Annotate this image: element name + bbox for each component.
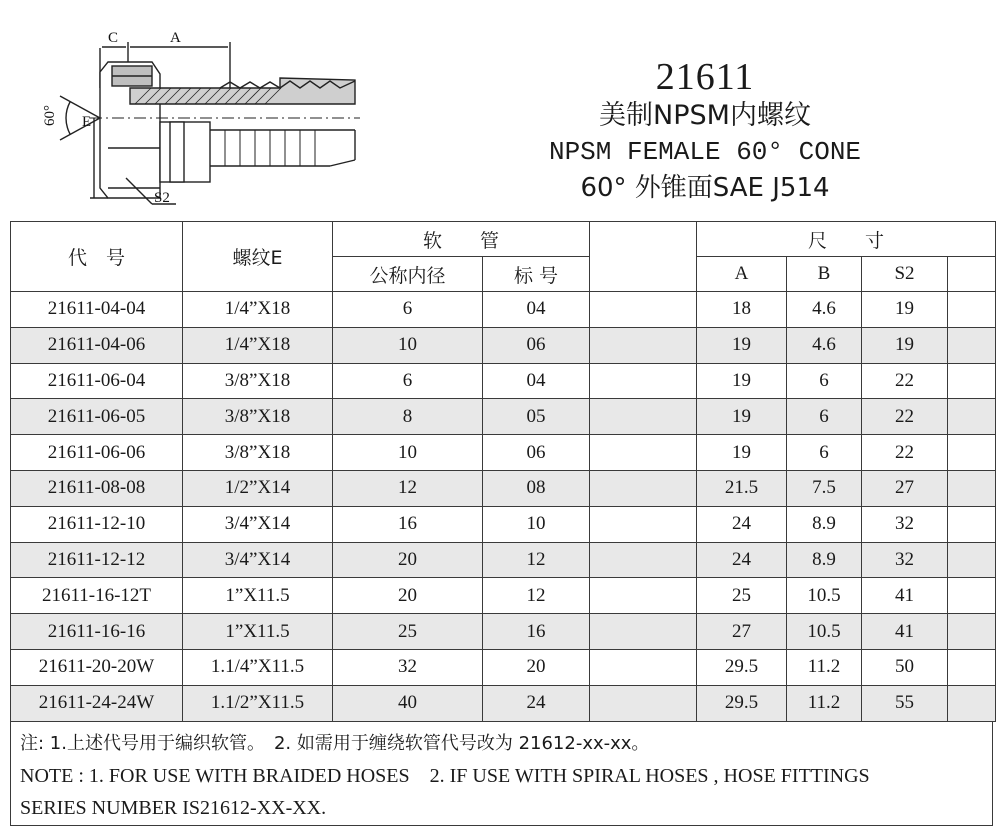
cell-blank <box>590 506 697 542</box>
cell-thread: 1/4”X18 <box>183 292 333 328</box>
cell-blank <box>948 542 996 578</box>
cell-a: 21.5 <box>697 470 787 506</box>
cell-blank <box>590 649 697 685</box>
cell-thread: 1.1/2”X11.5 <box>183 685 333 721</box>
angle-label: 60° <box>42 105 58 126</box>
cell-id: 10 <box>333 327 483 363</box>
cell-s2: 22 <box>862 435 948 471</box>
cell-blank <box>948 649 996 685</box>
cell-blank <box>590 542 697 578</box>
cell-b: 10.5 <box>787 614 862 650</box>
cell-thread: 3/8”X18 <box>183 399 333 435</box>
cell-a: 27 <box>697 614 787 650</box>
cell-s2: 22 <box>862 363 948 399</box>
cell-b: 4.6 <box>787 327 862 363</box>
dim-a-label: A <box>170 30 181 46</box>
cell-a: 29.5 <box>697 649 787 685</box>
cell-code: 21611-20-20W <box>11 649 183 685</box>
header-hose: 软 管 <box>333 222 590 257</box>
table-row <box>11 506 996 542</box>
dim-s2-label: S2 <box>154 190 170 206</box>
cell-thread: 3/4”X14 <box>183 506 333 542</box>
header-dims: 尺 寸 <box>697 222 996 257</box>
cell-mark: 04 <box>483 363 590 399</box>
cell-thread: 3/8”X18 <box>183 435 333 471</box>
cell-blank <box>590 578 697 614</box>
cell-mark: 05 <box>483 399 590 435</box>
cell-blank <box>948 399 996 435</box>
cell-mark: 06 <box>483 327 590 363</box>
cell-b: 10.5 <box>787 578 862 614</box>
cell-code: 21611-06-06 <box>11 435 183 471</box>
cell-thread: 1/4”X18 <box>183 327 333 363</box>
cell-code: 21611-16-16 <box>11 614 183 650</box>
cell-blank <box>590 435 697 471</box>
cell-thread: 1.1/4”X11.5 <box>183 649 333 685</box>
header-dim-b: B <box>787 257 862 292</box>
cell-b: 8.9 <box>787 506 862 542</box>
cell-thread: 3/8”X18 <box>183 363 333 399</box>
cell-blank <box>948 435 996 471</box>
header-blank <box>590 222 697 292</box>
cell-blank <box>590 363 697 399</box>
cell-blank <box>948 363 996 399</box>
cell-blank <box>948 506 996 542</box>
cell-blank <box>948 470 996 506</box>
cell-blank <box>590 470 697 506</box>
cell-a: 24 <box>697 506 787 542</box>
table-body <box>11 292 996 722</box>
cell-blank <box>590 292 697 328</box>
header-dim-blank <box>948 257 996 292</box>
cell-s2: 41 <box>862 614 948 650</box>
table-row <box>11 363 996 399</box>
cell-blank <box>590 614 697 650</box>
cell-mark: 08 <box>483 470 590 506</box>
spec-table <box>10 221 996 722</box>
cell-s2: 19 <box>862 292 948 328</box>
table-row <box>11 435 996 471</box>
note-chinese: 注: 1.上述代号用于编织软管。 2. 如需用于缠绕软管代号改为 21612-xx-xx。 <box>20 733 650 754</box>
cell-blank <box>948 578 996 614</box>
title-chinese: 美制NPSM内螺纹 <box>599 100 811 131</box>
cell-blank <box>948 292 996 328</box>
cell-b: 11.2 <box>787 649 862 685</box>
table-row <box>11 327 996 363</box>
cell-a: 18 <box>697 292 787 328</box>
table-row <box>11 578 996 614</box>
dim-c-label: C <box>108 30 119 46</box>
table-row <box>11 649 996 685</box>
title-english: NPSM FEMALE 60° CONE <box>548 137 862 167</box>
cell-b: 6 <box>787 435 862 471</box>
cell-code: 21611-04-04 <box>11 292 183 328</box>
cell-id: 20 <box>333 542 483 578</box>
cell-a: 19 <box>697 399 787 435</box>
title-block <box>530 56 880 206</box>
cell-a: 24 <box>697 542 787 578</box>
cell-s2: 27 <box>862 470 948 506</box>
cell-mark: 10 <box>483 506 590 542</box>
cell-b: 4.6 <box>787 292 862 328</box>
cell-blank <box>590 685 697 721</box>
cell-s2: 19 <box>862 327 948 363</box>
cell-id: 25 <box>333 614 483 650</box>
cell-blank <box>948 685 996 721</box>
cell-a: 29.5 <box>697 685 787 721</box>
cell-id: 20 <box>333 578 483 614</box>
cell-id: 6 <box>333 363 483 399</box>
cell-code: 21611-06-04 <box>11 363 183 399</box>
cell-thread: 1/2”X14 <box>183 470 333 506</box>
cell-id: 32 <box>333 649 483 685</box>
cell-mark: 16 <box>483 614 590 650</box>
cell-blank <box>948 614 996 650</box>
cell-blank <box>948 327 996 363</box>
cell-thread: 1”X11.5 <box>183 578 333 614</box>
table-row <box>11 614 996 650</box>
cell-id: 6 <box>333 292 483 328</box>
header-thread: 螺纹E <box>183 222 333 292</box>
dim-e-label: E <box>82 114 92 130</box>
cell-code: 21611-04-06 <box>11 327 183 363</box>
cell-mark: 12 <box>483 542 590 578</box>
cell-code: 21611-08-08 <box>11 470 183 506</box>
cell-mark: 20 <box>483 649 590 685</box>
note-english-line2: SERIES NUMBER IS21612-XX-XX. <box>20 797 327 819</box>
cell-a: 19 <box>697 363 787 399</box>
fitting-drawing <box>30 18 370 218</box>
note-english-line1: NOTE : 1. FOR USE WITH BRAIDED HOSES 2. IF USE WITH SPIRAL HOSES , HOSE FITTINGS <box>20 765 870 787</box>
cell-id: 16 <box>333 506 483 542</box>
cell-b: 8.9 <box>787 542 862 578</box>
title-cone-spec: 60° 外锥面SAE J514 <box>580 173 830 203</box>
cell-id: 12 <box>333 470 483 506</box>
notes-box <box>10 722 993 826</box>
cell-mark: 04 <box>483 292 590 328</box>
table-row <box>11 542 996 578</box>
cell-blank <box>590 327 697 363</box>
header-dim-s2: S2 <box>862 257 948 292</box>
cell-s2: 32 <box>862 542 948 578</box>
cell-s2: 50 <box>862 649 948 685</box>
cell-s2: 22 <box>862 399 948 435</box>
header-hose-id: 公称内径 <box>333 257 483 292</box>
cell-s2: 41 <box>862 578 948 614</box>
cell-thread: 3/4”X14 <box>183 542 333 578</box>
cell-blank <box>590 399 697 435</box>
cell-mark: 12 <box>483 578 590 614</box>
cell-mark: 06 <box>483 435 590 471</box>
cell-a: 19 <box>697 435 787 471</box>
cell-s2: 55 <box>862 685 948 721</box>
table-row <box>11 685 996 721</box>
cell-a: 25 <box>697 578 787 614</box>
table-row <box>11 470 996 506</box>
cell-a: 19 <box>697 327 787 363</box>
cell-b: 6 <box>787 363 862 399</box>
cell-s2: 32 <box>862 506 948 542</box>
cell-code: 21611-12-10 <box>11 506 183 542</box>
cell-b: 11.2 <box>787 685 862 721</box>
cell-id: 40 <box>333 685 483 721</box>
cell-mark: 24 <box>483 685 590 721</box>
table-row <box>11 399 996 435</box>
cell-code: 21611-24-24W <box>11 685 183 721</box>
cell-id: 8 <box>333 399 483 435</box>
header-hose-mark: 标 号 <box>483 257 590 292</box>
cell-code: 21611-16-12T <box>11 578 183 614</box>
cell-b: 7.5 <box>787 470 862 506</box>
cell-code: 21611-06-05 <box>11 399 183 435</box>
header-code: 代 号 <box>11 222 183 292</box>
cell-code: 21611-12-12 <box>11 542 183 578</box>
part-code-title: 21611 <box>655 56 755 98</box>
cell-b: 6 <box>787 399 862 435</box>
header-dim-a: A <box>697 257 787 292</box>
cell-id: 10 <box>333 435 483 471</box>
table-row <box>11 292 996 328</box>
cell-thread: 1”X11.5 <box>183 614 333 650</box>
